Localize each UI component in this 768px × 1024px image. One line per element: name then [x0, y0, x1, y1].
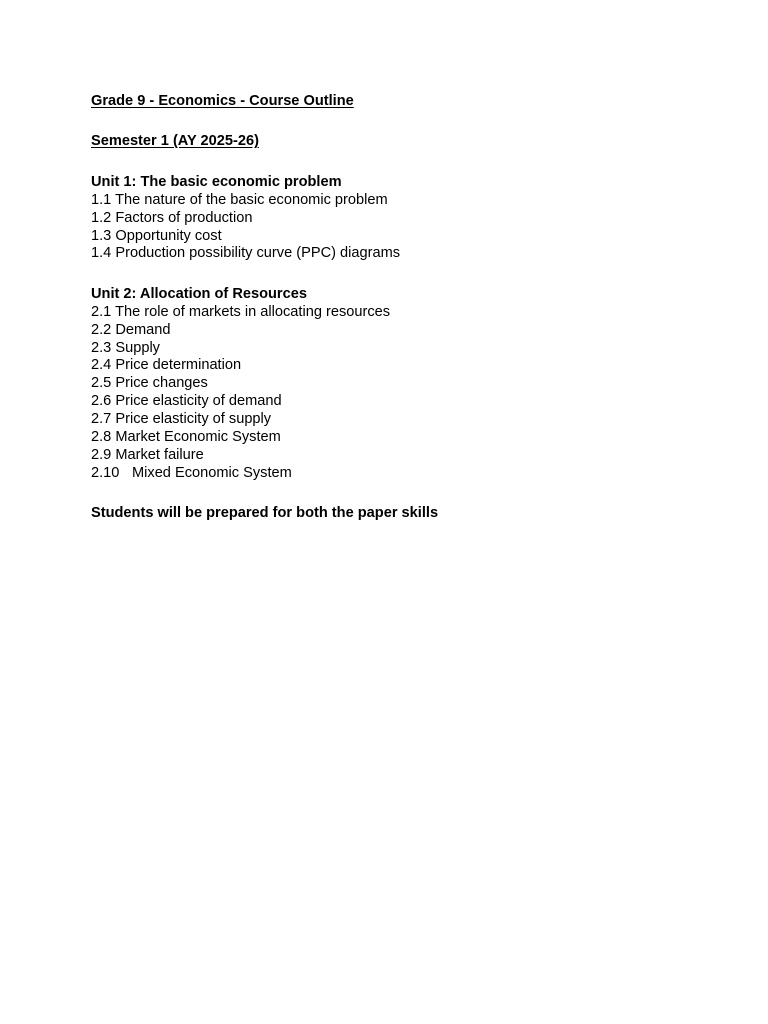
topic-item — [91, 304, 711, 322]
topic-number: 2.9 — [91, 447, 112, 463]
topic-text: The role of markets in allocating resources — [115, 303, 391, 320]
topic-number: 2.3 — [91, 339, 112, 356]
topic-number: 1.3 — [91, 227, 112, 244]
topic-item — [91, 192, 711, 210]
unit-1-topic-list — [91, 192, 711, 264]
spacer — [91, 263, 711, 286]
topic-item — [91, 245, 711, 263]
closing-note: Students will be prepared for both the paper skills — [91, 505, 439, 522]
topic-text: Demand — [115, 321, 171, 338]
topic-item — [91, 393, 711, 411]
topic-text: Market Economic System — [115, 429, 281, 446]
topic-item — [91, 465, 711, 483]
topic-text: Mixed Economic System — [132, 464, 292, 481]
topic-item — [91, 228, 711, 246]
topic-text: Production possibility curve (PPC) diagrams — [115, 245, 401, 262]
spacer — [91, 151, 711, 174]
topic-item — [91, 411, 711, 429]
topic-number: 1.1 — [91, 191, 112, 208]
topic-text: Price elasticity of supply — [115, 411, 272, 428]
spacer — [91, 483, 711, 506]
topic-item — [91, 340, 711, 358]
unit-2-title: Unit 2: Allocation of Resources — [91, 285, 307, 302]
document-title: Grade 9 - Economics - Course Outline — [91, 93, 354, 109]
topic-text: Opportunity cost — [115, 227, 222, 244]
topic-item — [91, 375, 711, 393]
topic-number: 1.2 — [91, 209, 112, 226]
topic-item — [91, 429, 711, 447]
topic-number: 2.7 — [91, 411, 112, 428]
topic-item — [91, 357, 711, 375]
topic-number: 2.8 — [91, 429, 112, 446]
spacer — [91, 111, 711, 134]
topic-item — [91, 447, 711, 465]
topic-item — [91, 322, 711, 340]
topic-text: Price elasticity of demand — [115, 393, 282, 410]
topic-text: The nature of the basic economic problem — [115, 191, 388, 208]
topic-text: Price determination — [115, 357, 242, 374]
topic-text: Factors of production — [115, 209, 253, 226]
topic-number: 2.6 — [91, 393, 112, 410]
topic-number: 2.1 — [91, 303, 112, 320]
topic-item — [91, 210, 711, 228]
topic-number: 2.2 — [91, 321, 112, 338]
unit-2-topic-list — [91, 304, 711, 483]
topic-number: 2.10 — [91, 464, 120, 481]
topic-text: Market failure — [115, 447, 204, 463]
topic-text: Supply — [115, 339, 160, 356]
topic-number: 2.4 — [91, 357, 112, 374]
document-content — [91, 93, 711, 523]
topic-text: Price changes — [115, 375, 208, 392]
topic-number: 2.5 — [91, 375, 112, 392]
semester-heading: Semester 1 (AY 2025-26) — [91, 133, 259, 150]
topic-number: 1.4 — [91, 245, 112, 262]
unit-1-title: Unit 1: The basic economic problem — [91, 173, 342, 190]
